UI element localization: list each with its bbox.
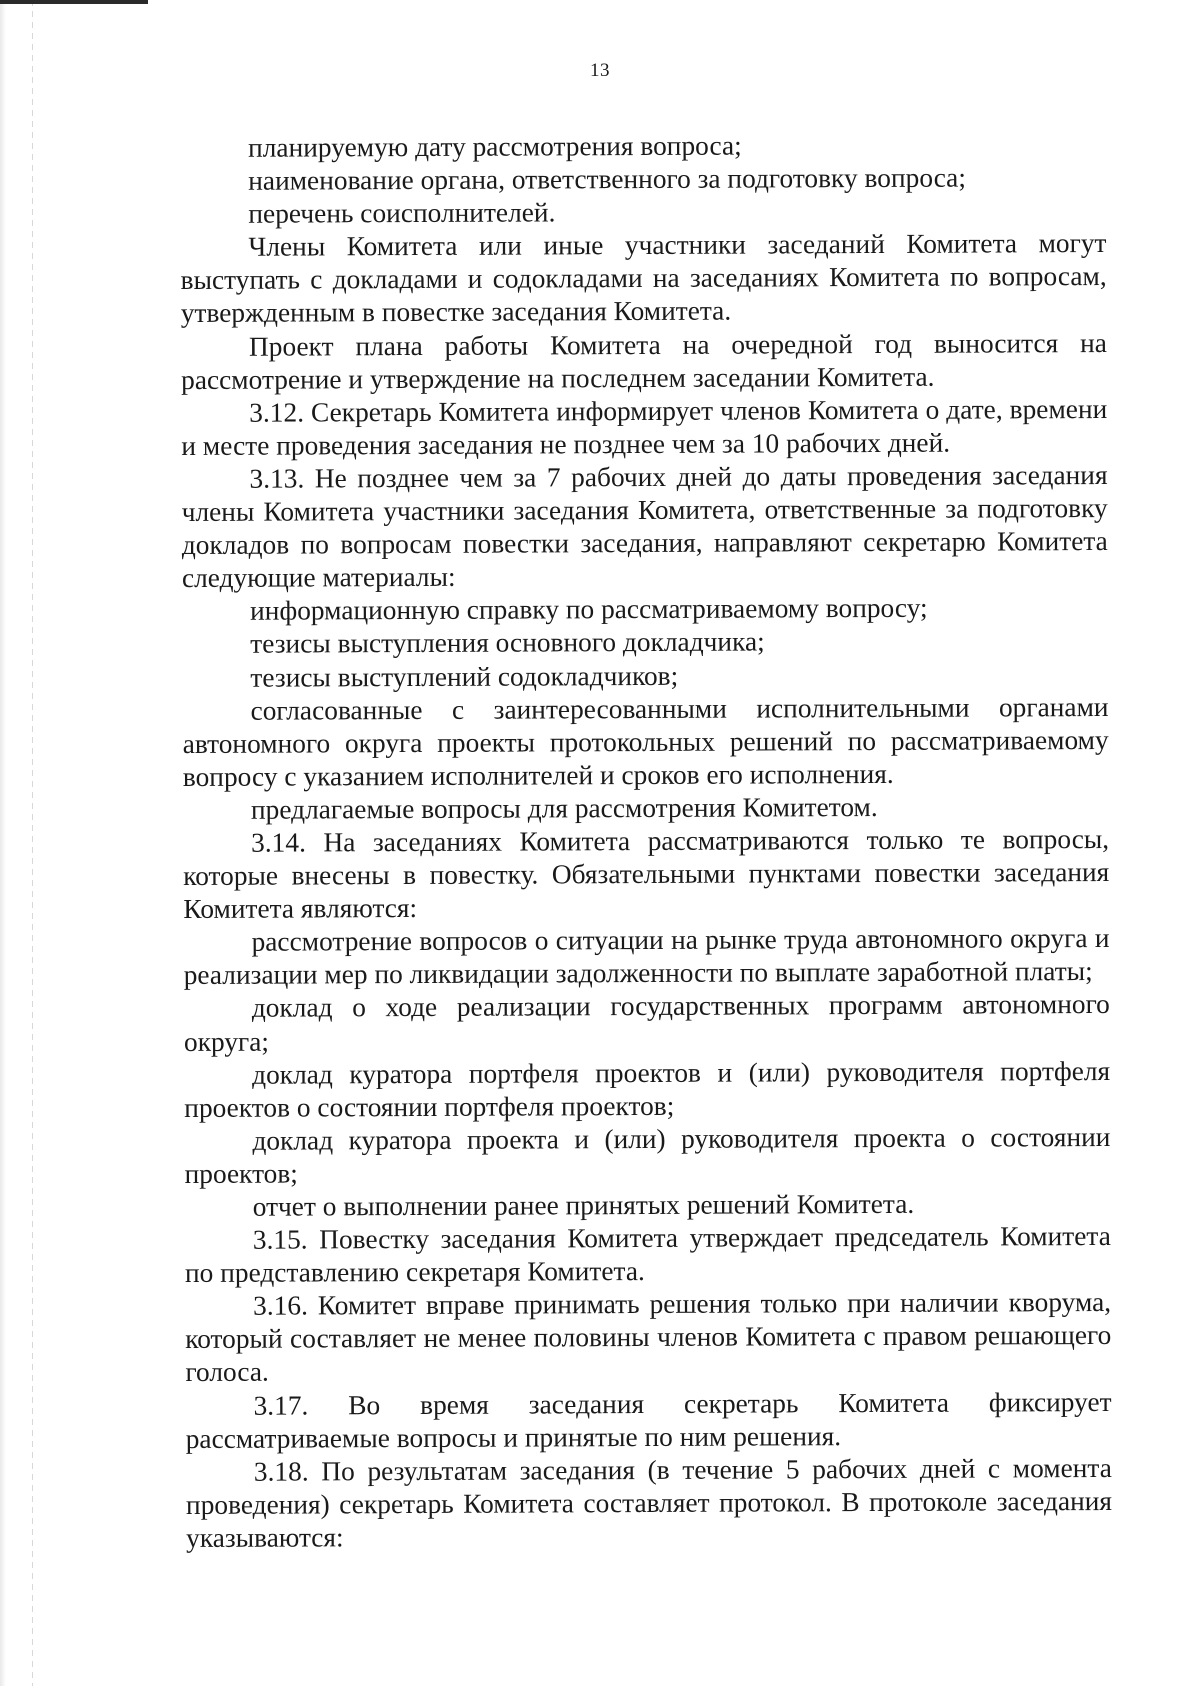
paragraph-info-note: информационную справку по рассматриваемому вопросу;	[250, 593, 928, 627]
paragraph-decisions-report: отчет о выполнении ранее принятых решений Комитета.	[252, 1188, 915, 1222]
paragraph-3-15: 3.15. Повестку заседания Комитета утверждает председатель Комитета по представлению секретаря Комитета.	[184, 1221, 1111, 1289]
scan-binding-line	[32, 0, 33, 1686]
paragraph-main-speaker-theses: тезисы выступления основного докладчика;	[250, 626, 765, 660]
paragraph-project-report: доклад куратора проекта и (или) руководителя проекта о состоянии проектов;	[184, 1121, 1111, 1189]
paragraph-committee-members-reports: Члены Комитета или иные участники заседаний Комитета могут выступать с докладами и содокладами на заседаниях Комитета по вопросам, утвержденным в повестке заседания Комитета.	[180, 228, 1107, 329]
paragraph-co-speaker-theses: тезисы выступлений содокладчиков;	[250, 660, 679, 693]
scan-left-edge	[0, 0, 6, 1686]
paragraph-3-16: 3.16. Комитет вправе принимать решения только при наличии кворума, который составляет не менее половины членов Комитета с правом решающего голоса.	[185, 1287, 1112, 1388]
paragraph-3-18: 3.18. По результатам заседания (в течение 5 рабочих дней с момента проведения) секретарь Комитета составляет протокол. В протоколе заседания указываются:	[185, 1452, 1113, 1553]
scan-top-mark	[0, 0, 148, 4]
paragraph-responsible-body: наименование органа, ответственного за подготовку вопроса;	[248, 162, 966, 196]
paragraph-3-14: 3.14. На заседаниях Комитета рассматриваются только те вопросы, которые внесены в повестку. Обязательными пунктами повестки заседания Комитета являются:	[183, 823, 1110, 925]
paragraph-state-programs: доклад о ходе реализации государственных программ автономного округа;	[183, 989, 1110, 1057]
document-body	[180, 128, 1112, 1555]
paragraph-work-plan: Проект плана работы Комитета на очередной год выносится на рассмотрение и утверждение на последнем заседании Комитета.	[181, 327, 1107, 395]
paragraph-3-17: 3.17. Во время заседания секретарь Комитета фиксирует рассматриваемые вопросы и принятые по ним решения.	[185, 1386, 1112, 1454]
paragraph-proposed-questions: предлагаемые вопросы для рассмотрения Комитетом.	[250, 791, 878, 825]
page-number: 13	[590, 60, 610, 81]
paragraph-portfolio-report: доклад куратора портфеля проектов и (или) руководителя портфеля проектов о состоянии портфеля проектов;	[184, 1055, 1111, 1123]
paragraph-3-13: 3.13. Не позднее чем за 7 рабочих дней до даты проведения заседания члены Комитета участники заседания Комитета, ответственные за подготовку докладов по вопросам повестки заседания, направляют секретарю Комитета следующие материалы:	[181, 459, 1108, 594]
paragraph-co-executors: перечень соисполнителей.	[248, 197, 556, 229]
paragraph-3-12: 3.12. Секретарь Комитета информирует членов Комитета о дате, времени и месте проведения заседания не позднее чем за 10 рабочих дней.	[181, 393, 1108, 461]
paragraph-draft-decisions: согласованные с заинтересованными исполнительными органами автономного округа проекты протокольных решений по рассматриваемому вопросу с указанием исполнителей и сроков его исполнения.	[182, 691, 1109, 792]
paragraph-labor-market: рассмотрение вопросов о ситуации на рынке труда автономного округа и реализации мер по ликвидации задолженности по выплате заработной платы;	[183, 923, 1110, 991]
paragraph-planned-date: планируемую дату рассмотрения вопроса;	[248, 130, 742, 163]
